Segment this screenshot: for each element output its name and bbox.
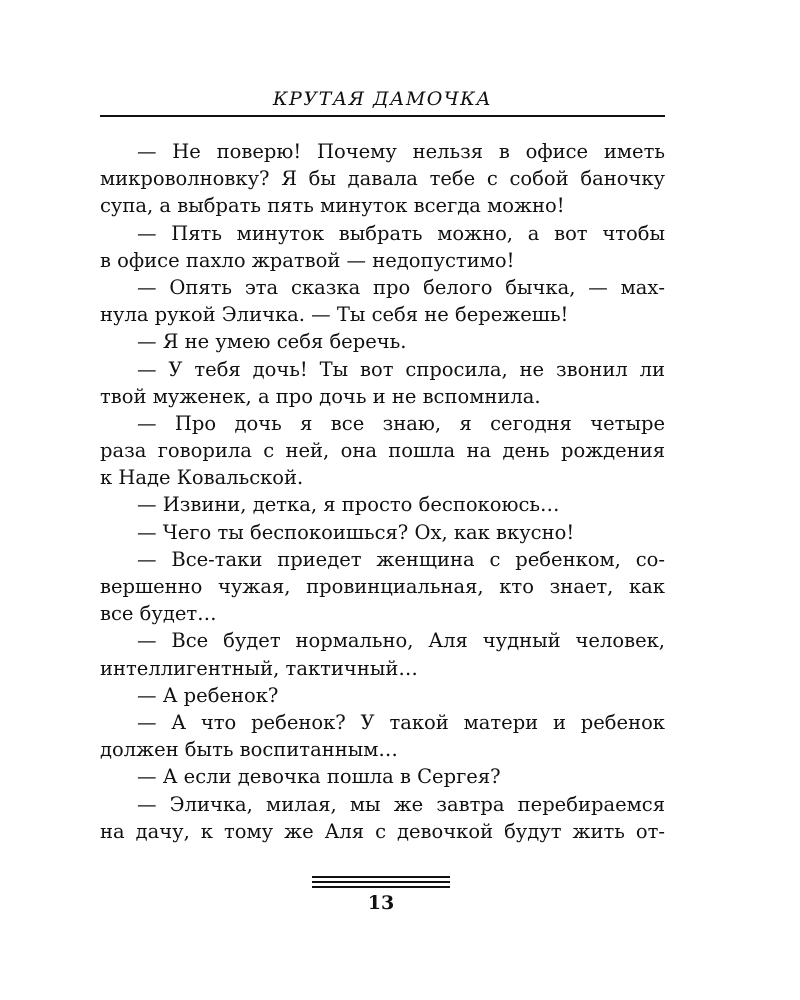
text-line: все будет… [100, 602, 217, 626]
text-line: раза говорила с ней, она пошла на день рождения [100, 439, 665, 463]
footer-rule [312, 881, 450, 883]
text-line: — Про дочь я все знаю, я сегодня четыре [137, 411, 665, 435]
header-divider [100, 115, 665, 117]
text-line: — Не поверю! Почему нельзя в офисе иметь [137, 140, 665, 163]
text-line: — А что ребенок? У такой матери и ребенок [137, 710, 665, 734]
running-head: КРУТАЯ ДАМОЧКА [272, 88, 493, 110]
text-line: нула рукой Эличка. — Ты себя не бережешь! [100, 303, 569, 327]
text-line: твой муженек, а про дочь и не вспомнила. [100, 384, 541, 408]
text-line: — А если девочка пошла в Сергея? [137, 765, 501, 789]
text-line: микроволновку? Я бы давала тебе с собой баночку [100, 167, 665, 191]
text-line: — Извини, детка, я просто беспокоюсь… [137, 493, 560, 517]
text-line: — Я не умею себя беречь. [137, 330, 407, 354]
text-line: — Эличка, милая, мы же завтра перебираемся [137, 792, 665, 816]
page-number: 13 [367, 892, 395, 914]
text-line: — А ребенок? [137, 683, 279, 707]
text-line: в офисе пахло жратвой — недопустимо! [100, 248, 515, 272]
body-text [100, 138, 665, 845]
footer-rule [312, 886, 450, 888]
text-line: супа, а выбрать пять минуток всегда можно! [100, 194, 565, 218]
footer-rule [312, 876, 450, 878]
text-line: на дачу, к тому же Аля с девочкой будут жить от- [100, 819, 665, 843]
text-line: — Опять эта сказка про белого бычка, — мах- [137, 275, 665, 299]
text-line: — Чего ты беспокоишься? Ох, как вкусно! [137, 520, 575, 544]
text-line: к Наде Ковальской. [100, 466, 304, 490]
text-line: должен быть воспитанным… [100, 738, 398, 762]
text-line: — Пять минуток выбрать можно, а вот чтобы [137, 221, 665, 245]
text-line: интеллигентный, тактичный… [100, 656, 418, 680]
text-line: — Все-таки приедет женщина с ребенком, со- [137, 547, 665, 571]
text-line: — Все будет нормально, Аля чудный человек, [137, 629, 665, 653]
text-line: — У тебя дочь! Ты вот спросила, не звонил ли [137, 357, 665, 381]
text-line: вершенно чужая, провинциальная, кто знает, как [100, 575, 665, 598]
